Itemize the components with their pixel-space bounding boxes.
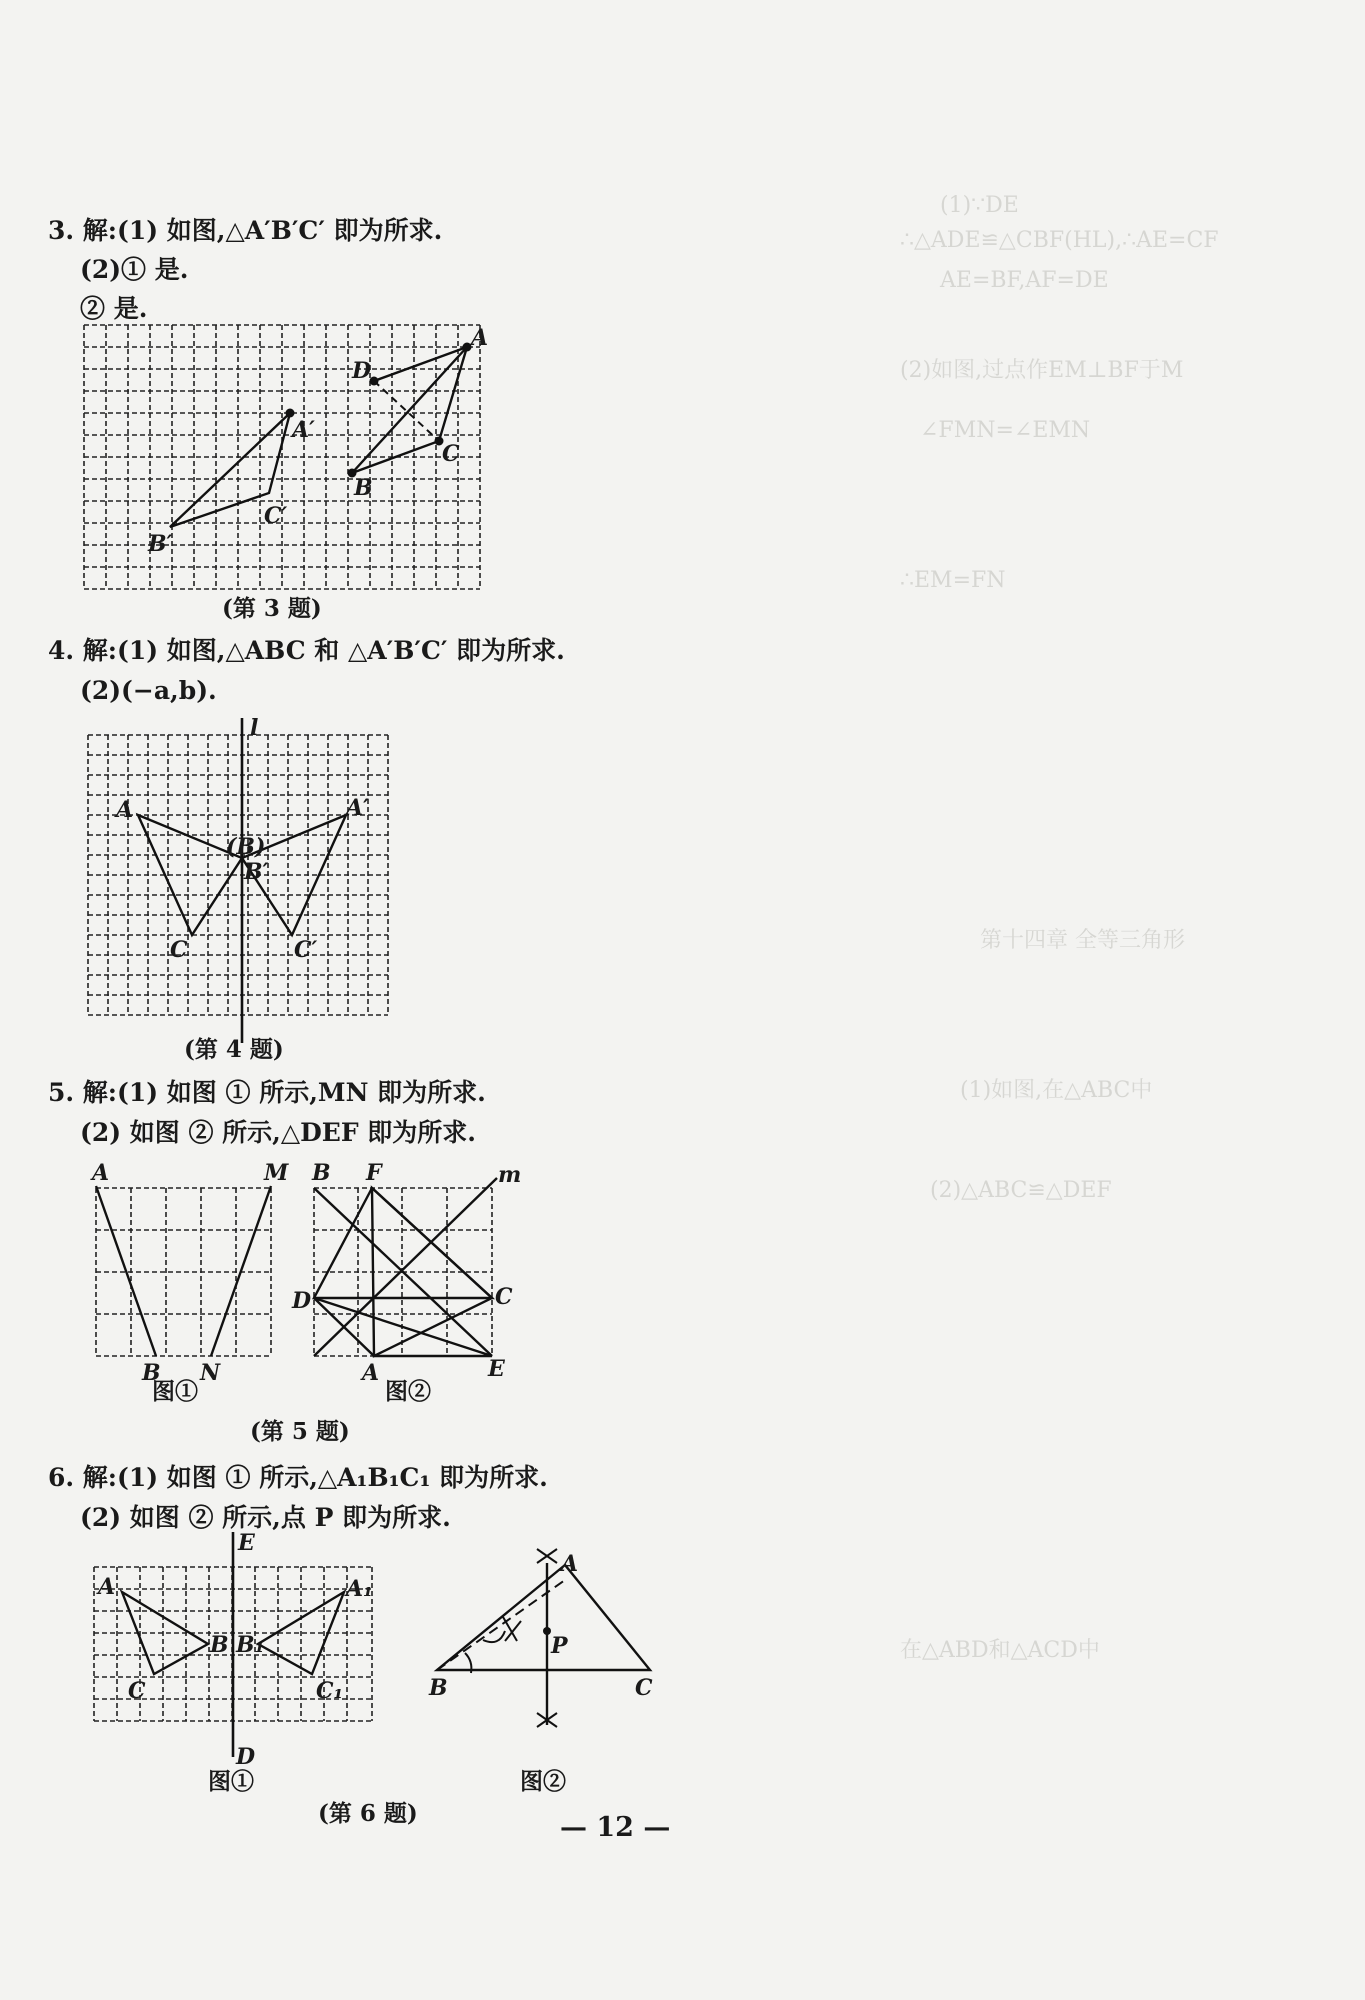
q5-figure-2	[292, 1158, 522, 1386]
q6-fig1-label: 图①	[208, 1768, 254, 1795]
q3-line3: ② 是.	[80, 294, 148, 323]
q3-label-D: D	[352, 358, 372, 384]
q5-caption: (第 5 题)	[250, 1418, 350, 1445]
q4-label-B: (B)	[226, 834, 266, 860]
q5-line2: (2) 如图 ② 所示,△DEF 即为所求.	[80, 1118, 476, 1147]
q5-figure-1	[86, 1158, 289, 1386]
q3-label-C-prime: C′	[264, 503, 288, 529]
q6-label-C2: C	[635, 1675, 653, 1701]
q6-label-P: P	[551, 1633, 568, 1659]
q3-label-A-prime: A′	[292, 417, 315, 443]
q4-label-A-prime: A′	[346, 795, 369, 821]
q4-label-C-prime: C′	[294, 937, 318, 963]
q3-label-C: C	[442, 441, 460, 467]
q3-label-B-prime: B′	[148, 531, 173, 557]
q3-line1: 3. 解:(1) 如图,△A′B′C′ 即为所求.	[48, 216, 443, 245]
q6-label-A2: A	[561, 1551, 579, 1577]
q5-label-M: M	[264, 1160, 289, 1186]
q6-line2: (2) 如图 ② 所示,点 P 即为所求.	[80, 1503, 451, 1532]
q3-label-B: B	[354, 475, 373, 501]
q6-label-A1: A₁	[346, 1576, 373, 1602]
q5-label-C: C	[495, 1284, 513, 1310]
page-number: — 12 —	[560, 1812, 671, 1843]
q6-label-B1: B₁	[236, 1632, 265, 1658]
q6-figure-1	[86, 1532, 386, 1772]
q5-label-B2: B	[312, 1160, 331, 1186]
q6-label-C: C	[128, 1678, 146, 1704]
q4-label-C: C	[170, 937, 188, 963]
q5-line1: 5. 解:(1) 如图 ① 所示,MN 即为所求.	[48, 1078, 486, 1107]
q5-label-D: D	[292, 1288, 312, 1314]
q5-label-m: m	[498, 1162, 522, 1188]
q6-line1: 6. 解:(1) 如图 ① 所示,△A₁B₁C₁ 即为所求.	[48, 1463, 548, 1492]
q6-caption: (第 6 题)	[318, 1800, 418, 1827]
q5-label-N: N	[200, 1360, 221, 1386]
q6-label-D: D	[236, 1744, 256, 1770]
q5-fig2-label: 图②	[385, 1378, 431, 1405]
q4-line2: (2)(−a,b).	[80, 676, 217, 705]
q6-label-A: A	[98, 1574, 116, 1600]
q5-label-A: A	[92, 1160, 110, 1186]
q6-figure-2	[425, 1535, 665, 1765]
q4-label-A: A	[116, 797, 134, 823]
q6-label-B2: B	[429, 1675, 448, 1701]
q6-label-C1: C₁	[316, 1678, 344, 1704]
q5-fig1-label: 图①	[152, 1378, 198, 1405]
q4-label-l: l	[250, 715, 259, 741]
q4-line1: 4. 解:(1) 如图,△ABC 和 △A′B′C′ 即为所求.	[48, 636, 565, 665]
q5-label-E: E	[488, 1356, 505, 1382]
q5-label-B: B	[142, 1360, 161, 1386]
q4-label-B-prime: B′	[244, 859, 269, 885]
q3-grid-figure	[84, 325, 504, 595]
q6-label-B: B	[210, 1632, 229, 1658]
q4-caption: (第 4 题)	[184, 1036, 284, 1063]
q6-label-E: E	[238, 1530, 255, 1556]
q6-fig2-label: 图②	[520, 1768, 566, 1795]
q3-caption: (第 3 题)	[222, 595, 322, 622]
q3-label-A: A	[471, 325, 489, 351]
q5-label-F: F	[366, 1160, 382, 1186]
q5-label-A2: A	[362, 1360, 380, 1386]
q4-grid-figure	[88, 713, 418, 1053]
q3-line2: (2)① 是.	[80, 255, 189, 284]
